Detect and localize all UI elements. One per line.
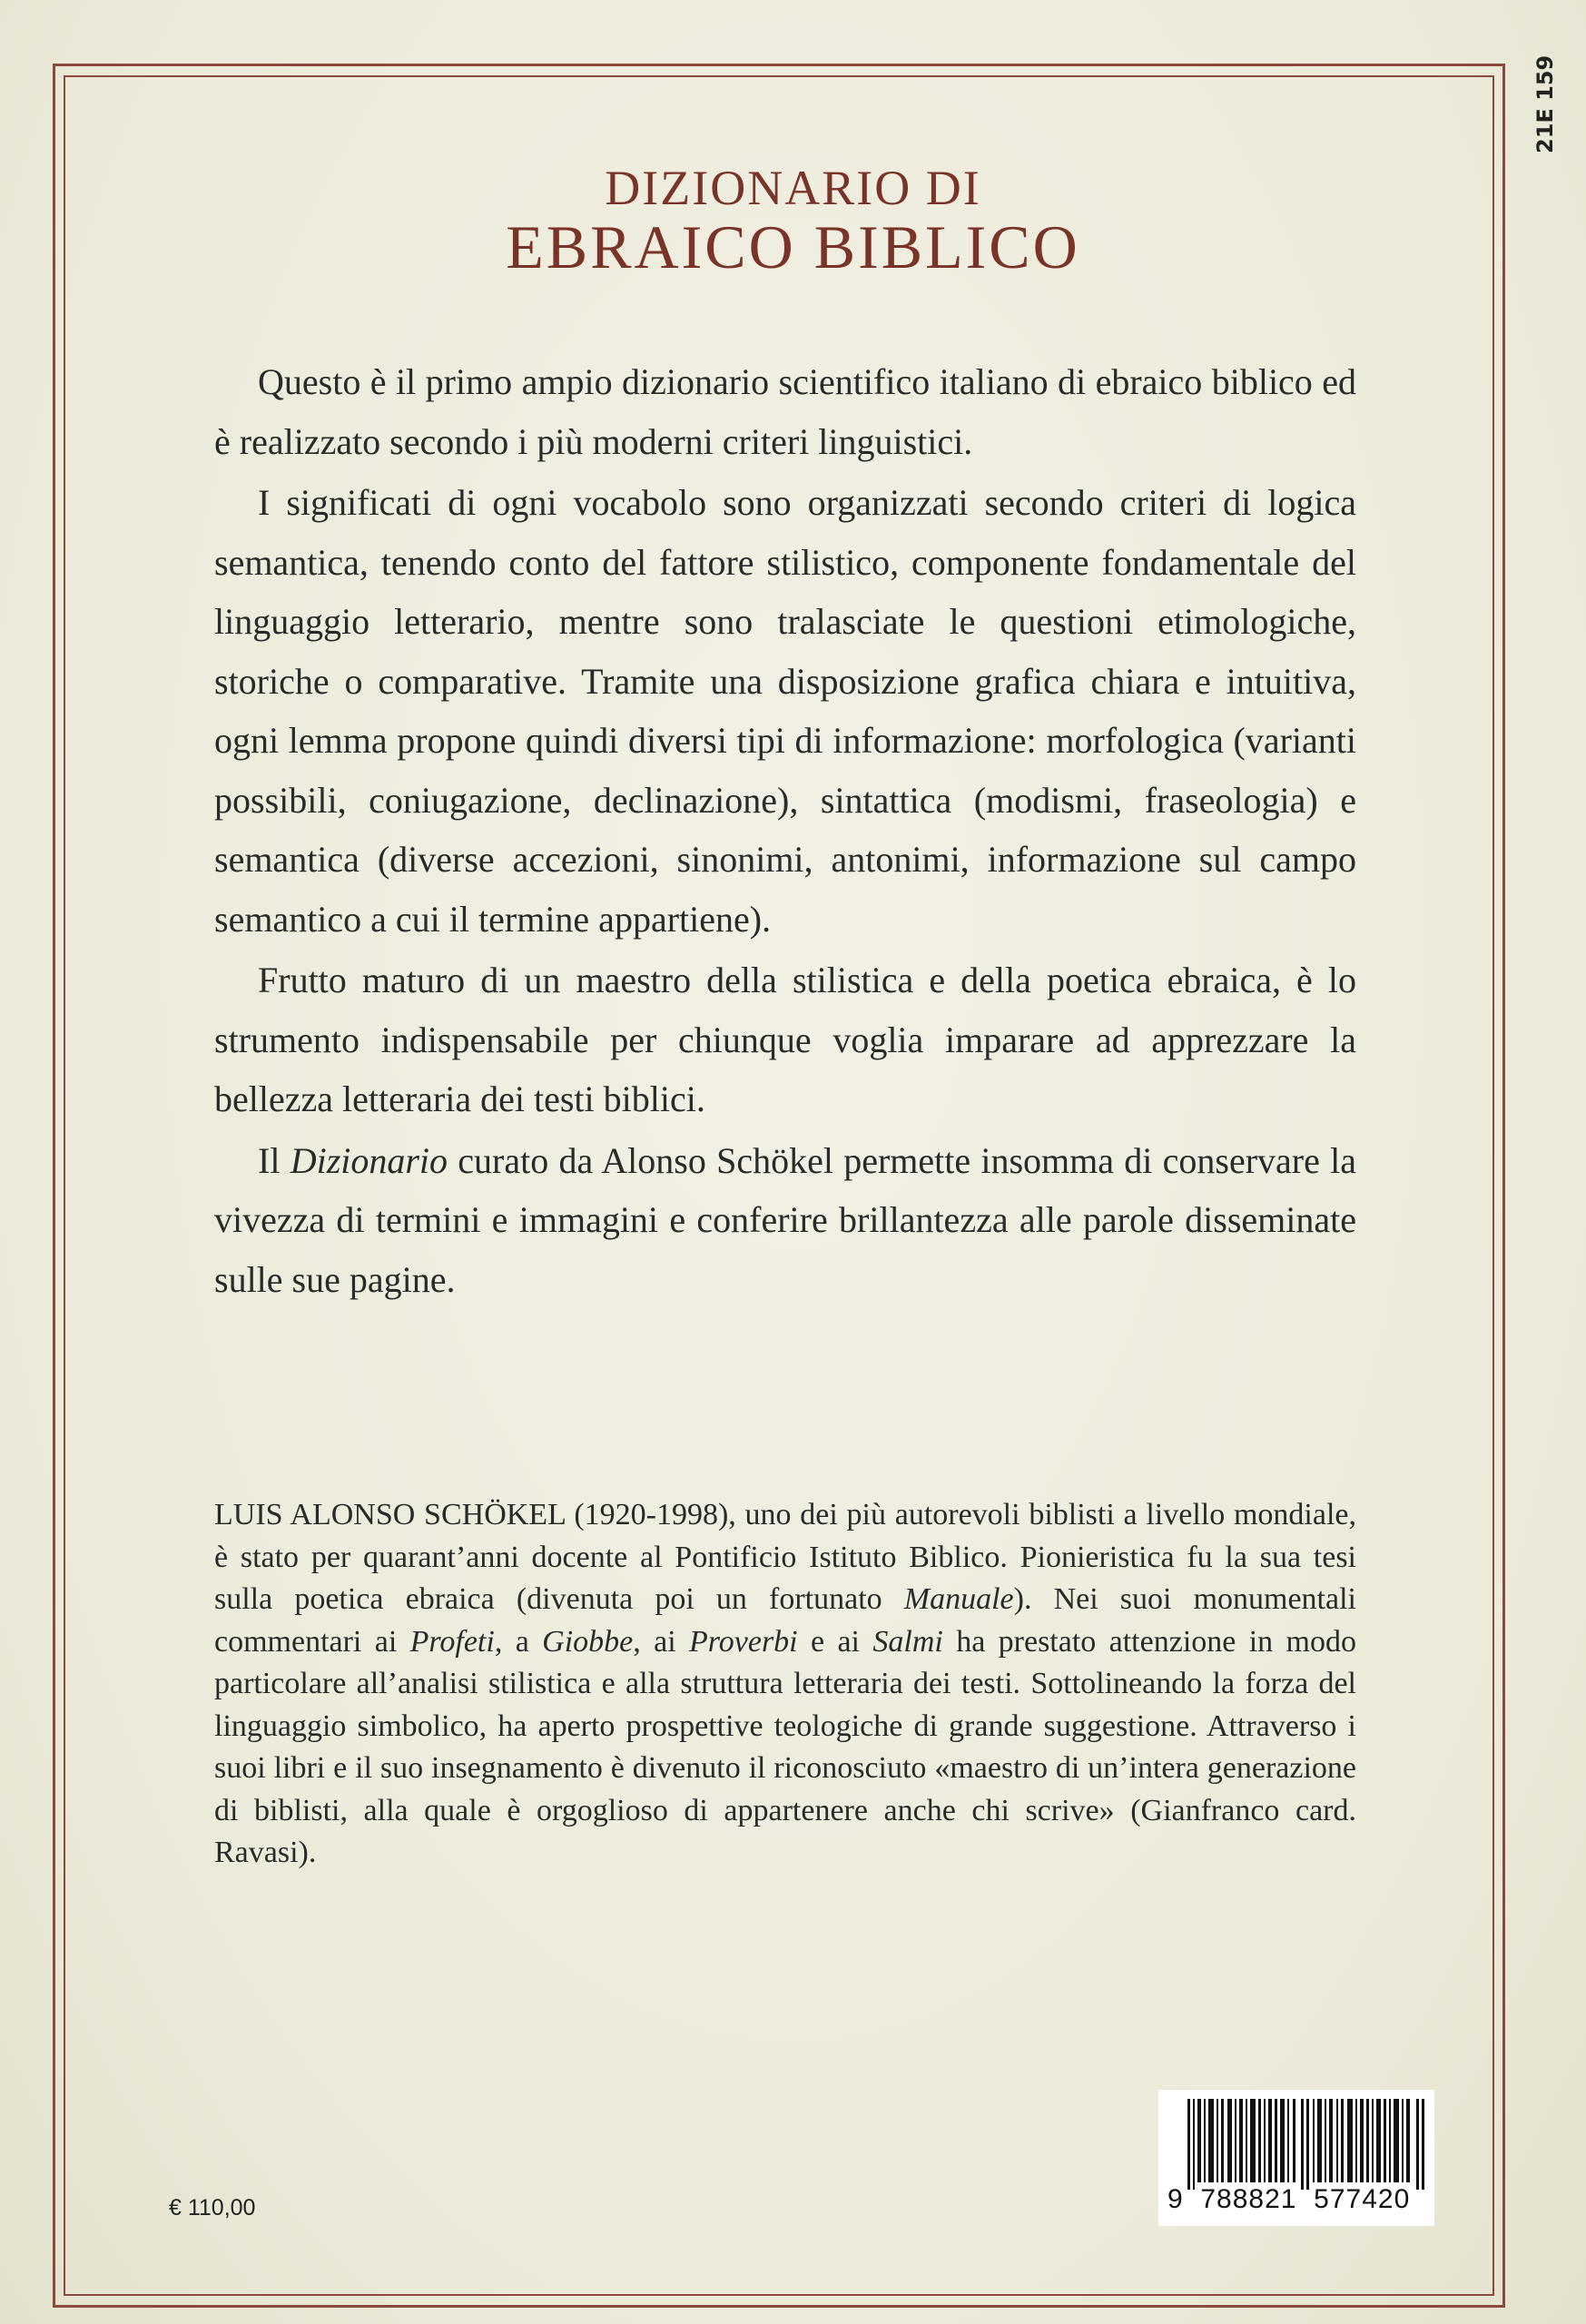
- barcode-group-2: 577420: [1314, 2184, 1411, 2214]
- book-description: [214, 352, 1356, 1309]
- barcode-group-1: 788821: [1200, 2184, 1297, 2214]
- bio-text-2: ). Nei suoi monumentali commentari ai: [214, 1582, 1356, 1659]
- bio-text-1: (1920-1998), uno dei più autorevoli biblisti a livello mondiale, è stato per quarant’anni docente al Pontificio Istituto Biblico. Pionieristica fu la sua tesi sulla poetica ebraica (divenuta poi un fortunato: [214, 1498, 1356, 1616]
- description-paragraph-2: I significati di ogni vocabolo sono organizzati secondo criteri di logica semantica, tenendo conto del fattore stilistico, componente fondamentale del linguaggio letterario, mentre sono tralasciate le questioni etimologiche, storiche o comparative. Tramite una disposizione grafica chiara e intuitiva, ogni lemma propone quindi diversi tipi di informazione: morfologica (varianti possibili, coniugazione, declinazione), sintattica (modismi, fraseologia) e semantica (diverse accezioni, sinonimi, antonimi, informazione sul campo semantico a cui il termine appartiene).: [214, 482, 1356, 940]
- p4-start: Il: [258, 1139, 291, 1181]
- bio-italic-giobbe: Giobbe: [542, 1624, 634, 1659]
- book-title-line-1: DIZIONARIO DI: [605, 161, 981, 215]
- book-title-line-2: EBRAICO BIBLICO: [506, 212, 1080, 281]
- bio-italic-manuale: Manuale: [903, 1582, 1014, 1616]
- side-catalog-code: 21E 159: [1532, 54, 1558, 154]
- author-biography: [214, 1494, 1356, 1875]
- bio-italic-salmi: Salmi: [872, 1624, 943, 1659]
- barcode-bars-icon: [1187, 2099, 1425, 2190]
- dizionario-italic: Dizionario: [290, 1139, 448, 1181]
- author-name: LUIS ALONSO SCHÖKEL: [214, 1498, 566, 1531]
- bio-text-6: ha prestato attenzione in modo particolare all’analisi stilistica e alla struttura letteraria dei testi. Sottolineando la forza del linguaggio simbolico, ha aperto prospettive teologiche di grande suggestione. Attraverso i suoi libri e il suo insegnamento è divenuto il riconosciuto «maestro di un’intera generazione di biblisti, alla quale è orgoglioso di appartenere anche chi scrive» (Gianfranco card. Ravasi).: [214, 1624, 1356, 1869]
- price-label: € 110,00: [169, 2195, 256, 2221]
- p4-end: curato da Alonso Schökel permette insomma di conservare la vivezza di termini e immagini e conferire brillantezza alle parole disseminate sulle sue pagine.: [214, 1139, 1356, 1300]
- bio-text-5: e ai: [797, 1624, 873, 1659]
- bio-italic-proverbi: Proverbi: [689, 1624, 798, 1659]
- biography-paragraph: [214, 1494, 1356, 1875]
- description-paragraph-3: Frutto maturo di un maestro della stilistica e della poetica ebraica, è lo strumento indispensabile per chiunque voglia imparare ad apprezzare la bellezza letteraria dei testi biblici.: [214, 960, 1356, 1119]
- description-paragraph-1: Questo è il primo ampio dizionario scientifico italiano di ebraico biblico ed è realizzato secondo i più moderni criteri linguistici.: [214, 361, 1356, 462]
- barcode-first-digit: 9: [1167, 2184, 1184, 2214]
- barcode-digits: [1167, 2184, 1431, 2215]
- description-paragraph-4: [214, 1131, 1356, 1310]
- bio-text-3: , a: [494, 1624, 543, 1659]
- bio-italic-profeti: Profeti: [409, 1624, 495, 1659]
- bio-text-4: , ai: [633, 1624, 690, 1659]
- isbn-barcode: [1158, 2090, 1434, 2226]
